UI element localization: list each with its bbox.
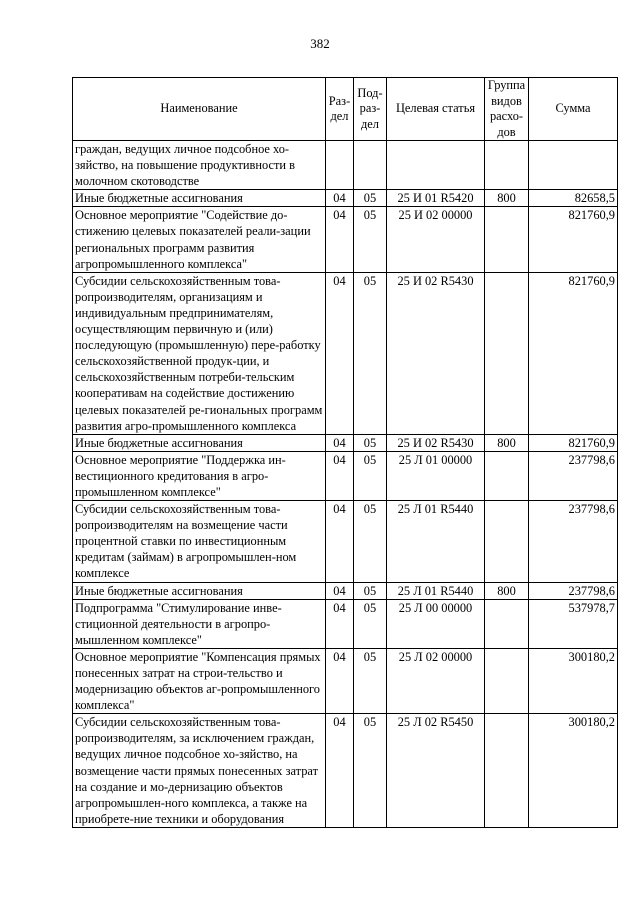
cell-sum: 237798,6 <box>529 501 618 582</box>
cell-name: Субсидии сельскохозяйственным това-ропроизводителям, организациям и индивидуальным предпринимателям, осуществляющим первичную и (или) последующую (промышленную) пере-работку сельскохозяйственной продук-ции, и сельскохозяйственным потреби-тельским кооперативам на содействие достижению целевых показателей ре-гиональных программ развития агро-промышленного комплекса <box>73 272 326 434</box>
cell-sum: 300180,2 <box>529 714 618 828</box>
table-row <box>73 714 618 828</box>
header-target: Целевая статья <box>387 78 485 141</box>
cell-subsection: 05 <box>354 714 387 828</box>
cell-subsection: 05 <box>354 207 387 272</box>
cell-name: Иные бюджетные ассигнования <box>73 582 326 599</box>
cell-section <box>326 141 354 190</box>
cell-name: граждан, ведущих личное подсобное хо-зяйство, на повышение продуктивности в молочном скотоводстве <box>73 141 326 190</box>
cell-sum <box>529 141 618 190</box>
cell-section: 04 <box>326 207 354 272</box>
cell-section: 04 <box>326 190 354 207</box>
cell-target <box>387 141 485 190</box>
cell-sum: 237798,6 <box>529 582 618 599</box>
table-row <box>73 599 618 648</box>
cell-name: Основное мероприятие "Содействие до-стижению целевых показателей реали-зации региональных программ развития агропромышленного комплекса" <box>73 207 326 272</box>
table-row <box>73 451 618 500</box>
cell-section: 04 <box>326 599 354 648</box>
table-header-row <box>73 78 618 141</box>
cell-section: 04 <box>326 648 354 713</box>
table-row <box>73 272 618 434</box>
cell-subsection: 05 <box>354 272 387 434</box>
cell-subsection: 05 <box>354 501 387 582</box>
table-row <box>73 648 618 713</box>
cell-sum: 82658,5 <box>529 190 618 207</box>
table-row <box>73 501 618 582</box>
cell-sum: 300180,2 <box>529 648 618 713</box>
cell-target: 25 И 02 R5430 <box>387 272 485 434</box>
cell-name: Иные бюджетные ассигнования <box>73 434 326 451</box>
cell-sum: 821760,9 <box>529 207 618 272</box>
cell-target: 25 Л 00 00000 <box>387 599 485 648</box>
cell-group <box>485 599 529 648</box>
cell-group <box>485 272 529 434</box>
cell-subsection: 05 <box>354 434 387 451</box>
cell-group <box>485 714 529 828</box>
cell-section: 04 <box>326 434 354 451</box>
cell-sum: 821760,9 <box>529 434 618 451</box>
cell-sum: 821760,9 <box>529 272 618 434</box>
cell-name: Субсидии сельскохозяйственным това-ропроизводителям, за исключением граждан, ведущих личное подсобное хо-зяйство, на возмещение части прямых понесенных затрат на создание и мо-дернизацию объектов агропромышлен-ного комплекса, а также на приобрете-ние техники и оборудования <box>73 714 326 828</box>
table-row <box>73 582 618 599</box>
cell-target: 25 Л 01 00000 <box>387 451 485 500</box>
cell-name: Основное мероприятие "Поддержка ин-вестиционного кредитования в агро-промышленном комплексе" <box>73 451 326 500</box>
header-group: Группа видов расхо-дов <box>485 78 529 141</box>
cell-section: 04 <box>326 501 354 582</box>
cell-target: 25 Л 02 00000 <box>387 648 485 713</box>
cell-subsection: 05 <box>354 599 387 648</box>
cell-name: Иные бюджетные ассигнования <box>73 190 326 207</box>
cell-target: 25 И 01 R5420 <box>387 190 485 207</box>
budget-table <box>72 77 618 828</box>
cell-group: 800 <box>485 434 529 451</box>
table-row <box>73 190 618 207</box>
cell-group <box>485 207 529 272</box>
cell-subsection: 05 <box>354 582 387 599</box>
header-subsection: Под-раз-дел <box>354 78 387 141</box>
cell-subsection <box>354 141 387 190</box>
cell-section: 04 <box>326 272 354 434</box>
cell-section: 04 <box>326 714 354 828</box>
cell-target: 25 И 02 R5430 <box>387 434 485 451</box>
cell-target: 25 Л 01 R5440 <box>387 582 485 599</box>
header-section: Раз-дел <box>326 78 354 141</box>
cell-target: 25 Л 01 R5440 <box>387 501 485 582</box>
cell-subsection: 05 <box>354 190 387 207</box>
header-sum: Сумма <box>529 78 618 141</box>
table-row <box>73 207 618 272</box>
cell-target: 25 Л 02 R5450 <box>387 714 485 828</box>
cell-group: 800 <box>485 582 529 599</box>
cell-subsection: 05 <box>354 648 387 713</box>
cell-group <box>485 451 529 500</box>
cell-group: 800 <box>485 190 529 207</box>
cell-name: Подпрограмма "Стимулирование инве-стиционной деятельности в агропро-мышленном комплексе" <box>73 599 326 648</box>
cell-group <box>485 648 529 713</box>
cell-group <box>485 501 529 582</box>
cell-name: Основное мероприятие "Компенсация прямых понесенных затрат на строи-тельство и модернизацию объектов аг-ропромышленного комплекса" <box>73 648 326 713</box>
cell-section: 04 <box>326 582 354 599</box>
cell-group <box>485 141 529 190</box>
table-body <box>73 141 618 828</box>
cell-sum: 237798,6 <box>529 451 618 500</box>
table-row <box>73 141 618 190</box>
cell-name: Субсидии сельскохозяйственным това-ропроизводителям на возмещение части процентной ставки по инвестиционным кредитам (займам) в агропромышлен-ном комплексе <box>73 501 326 582</box>
cell-section: 04 <box>326 451 354 500</box>
cell-subsection: 05 <box>354 451 387 500</box>
page-number: 382 <box>310 36 330 51</box>
table-row <box>73 434 618 451</box>
cell-target: 25 И 02 00000 <box>387 207 485 272</box>
cell-sum: 537978,7 <box>529 599 618 648</box>
header-name: Наименование <box>73 78 326 141</box>
